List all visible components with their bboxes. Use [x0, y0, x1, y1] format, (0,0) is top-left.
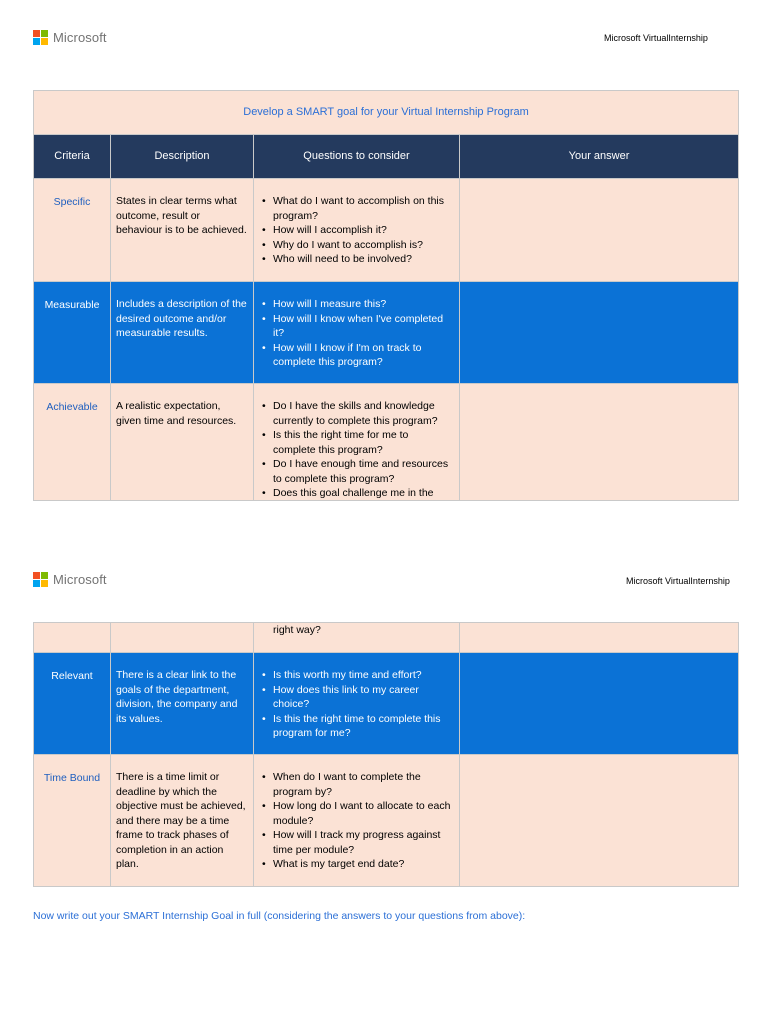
row-achievable: [34, 384, 739, 501]
table-title: Develop a SMART goal for your Virtual Internship Program: [34, 91, 739, 135]
logo-square-red: [33, 572, 40, 579]
description-time-bound: There is a time limit or deadline by which the objective must be achieved, and there may be a time frame to track phases of completion in an action plan.: [111, 755, 254, 887]
row-time-bound: [34, 755, 739, 887]
criteria-measurable: Measurable: [34, 282, 111, 384]
windows-logo-icon: [33, 572, 48, 587]
logo-text: Microsoft: [53, 30, 107, 45]
question-item: • When do I want to complete the program by?: [259, 770, 453, 799]
criteria-achievable: Achievable: [34, 384, 111, 501]
header-your-answer: Your answer: [460, 135, 739, 179]
row-specific: [34, 179, 739, 282]
question-item: • How will I track my progress against time per module?: [259, 828, 453, 857]
question-item: • What is my target end date?: [259, 857, 453, 872]
question-item: • How will I measure this?: [259, 297, 453, 312]
description-measurable: Includes a description of the desired outcome and/or measurable results.: [111, 282, 254, 384]
description-achievable: A realistic expectation, given time and resources.: [111, 384, 254, 501]
questions-relevant: [254, 653, 460, 755]
description-specific: States in clear terms what outcome, result or behaviour is to be achieved.: [111, 179, 254, 282]
answer-specific[interactable]: [460, 179, 739, 282]
questions-achievable: [254, 384, 460, 501]
question-item: • Does this goal challenge me in the: [259, 486, 453, 500]
answer-measurable[interactable]: [460, 282, 739, 384]
question-item: • How will I know if I'm on track to complete this program?: [259, 341, 453, 370]
answer-relevant[interactable]: [460, 653, 739, 755]
question-item: • Who will need to be involved?: [259, 252, 453, 267]
logo-square-yellow: [41, 38, 48, 45]
logo-square-blue: [33, 580, 40, 587]
header-criteria: Criteria: [34, 135, 111, 179]
microsoft-logo: [33, 572, 107, 587]
header-description: Description: [111, 135, 254, 179]
question-item: • Is this the right time to complete this program for me?: [259, 712, 453, 741]
header-title: Microsoft VirtualInternship: [626, 576, 730, 586]
questions-specific: [254, 179, 460, 282]
smart-goal-prompt: Now write out your SMART Internship Goal in full (considering the answers to your questions from above):: [33, 910, 526, 922]
description-cell-empty: [111, 623, 254, 653]
criteria-time-bound: Time Bound: [34, 755, 111, 887]
row-relevant: [34, 653, 739, 755]
smart-goal-table: [33, 90, 739, 501]
question-item: • How does this link to my career choice?: [259, 683, 453, 712]
logo-square-blue: [33, 38, 40, 45]
description-relevant: There is a clear link to the goals of the department, division, the company and its values.: [111, 653, 254, 755]
logo-square-red: [33, 30, 40, 37]
question-item: • How will I know when I've completed it?: [259, 312, 453, 341]
question-item: • How will I accomplish it?: [259, 223, 453, 238]
logo-square-green: [41, 572, 48, 579]
criteria-relevant: Relevant: [34, 653, 111, 755]
logo-square-yellow: [41, 580, 48, 587]
logo-text: Microsoft: [53, 572, 107, 587]
answer-achievable-continued[interactable]: [460, 623, 739, 653]
table-header-row: [34, 135, 739, 179]
question-item: • Do I have enough time and resources to complete this program?: [259, 457, 453, 486]
answer-time-bound[interactable]: [460, 755, 739, 887]
smart-goal-table-continued: [33, 622, 739, 887]
questions-time-bound: [254, 755, 460, 887]
windows-logo-icon: [33, 30, 48, 45]
question-item: • Do I have the skills and knowledge currently to complete this program?: [259, 399, 453, 428]
microsoft-logo: [33, 30, 107, 45]
table-title-row: [34, 91, 739, 135]
question-item: • What do I want to accomplish on this program?: [259, 194, 453, 223]
logo-square-green: [41, 30, 48, 37]
header-questions: Questions to consider: [254, 135, 460, 179]
question-continuation-text: right way?: [273, 624, 321, 636]
question-item: • Is this the right time for me to complete this program?: [259, 428, 453, 457]
question-item: • Why do I want to accomplish is?: [259, 238, 453, 253]
criteria-cell-empty: [34, 623, 111, 653]
question-item: • How long do I want to allocate to each module?: [259, 799, 453, 828]
row-achievable-continued: [34, 623, 739, 653]
row-measurable: [34, 282, 739, 384]
questions-measurable: [254, 282, 460, 384]
criteria-specific: Specific: [34, 179, 111, 282]
answer-achievable[interactable]: [460, 384, 739, 501]
questions-continuation: [254, 623, 460, 653]
question-item: • Is this worth my time and effort?: [259, 668, 453, 683]
header-title: Microsoft VirtualInternship: [604, 33, 708, 43]
